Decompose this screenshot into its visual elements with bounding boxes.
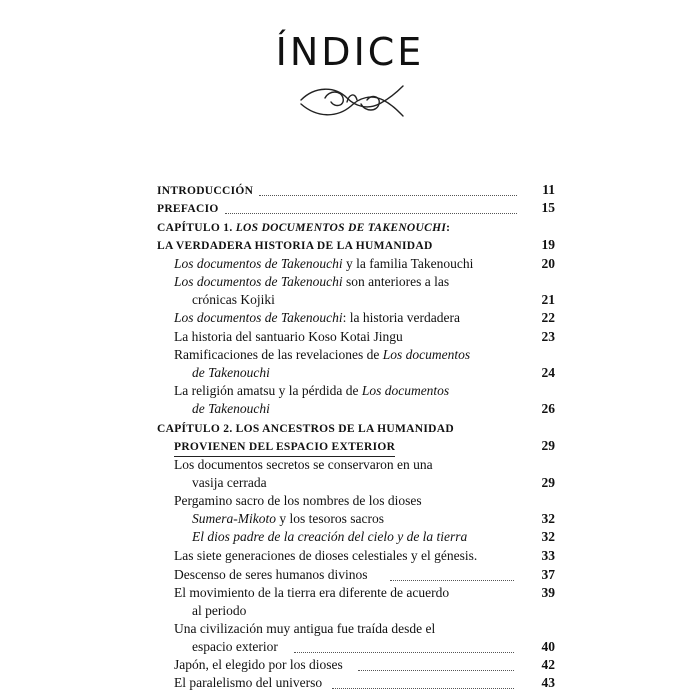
toc-page-number: 39	[541, 585, 555, 600]
toc-page-number: 21	[541, 292, 555, 307]
dot-leader	[259, 195, 517, 196]
toc-page-number: 33	[541, 548, 555, 563]
dot-leader	[225, 213, 517, 214]
toc-entry-label: Los documentos secretos se conservaron en una	[174, 457, 433, 472]
toc-page-number: 43	[541, 675, 555, 690]
toc-entry-label: Sumera-Mikoto y los tesoros sacros	[192, 511, 384, 526]
toc-page-number: 22	[541, 310, 555, 325]
toc-page-number: 23	[541, 329, 555, 344]
toc-entry-label: CAPÍTULO 1. LOS DOCUMENTOS DE TAKENOUCHI:	[157, 222, 451, 234]
toc-entry[interactable]	[174, 273, 514, 291]
toc-entry[interactable]	[174, 547, 555, 565]
toc-page-number: 32	[541, 511, 555, 526]
toc-entry-label: Descenso de seres humanos divinos	[174, 567, 368, 582]
toc-entry-label: La religión amatsu y la pérdida de Los documentos	[174, 383, 450, 398]
toc-entry-prefacio[interactable]	[157, 199, 555, 217]
toc-entry[interactable]	[174, 456, 514, 474]
toc-page-number: 32	[541, 529, 555, 544]
toc-page-number: 40	[541, 639, 555, 654]
toc-entry-continuation[interactable]	[192, 400, 555, 418]
toc-page-number: 19	[541, 237, 555, 252]
toc-page-number: 29	[541, 438, 555, 453]
toc-entry-label: PROVIENEN DEL ESPACIO EXTERIOR	[174, 438, 395, 457]
toc-entry-label: Una civilización muy antigua fue traída desde el	[174, 621, 436, 636]
toc-entry-label: El movimiento de la tierra era diferente de acuerdo	[174, 585, 450, 600]
toc-entry-label: La historia del santuario Koso Kotai Jingu	[174, 329, 403, 344]
page-title: ÍNDICE	[275, 30, 425, 74]
toc-entry-label: Los documentos de Takenouchi son anteriores a las	[174, 274, 450, 289]
dot-leader	[294, 652, 514, 653]
toc-entry-label: El dios padre de la creación del cielo y de la tierra	[192, 529, 468, 544]
toc-entry-label: Las siete generaciones de dioses celestiales y el génesis.	[174, 548, 478, 563]
toc-entry-label: Los documentos de Takenouchi: la historia verdadera	[174, 310, 460, 325]
toc-entry[interactable]	[174, 566, 555, 584]
toc-entry-label: LA VERDADERA HISTORIA DE LA HUMANIDAD	[157, 240, 433, 252]
toc-entry-label: vasija cerrada	[192, 475, 267, 490]
toc-entry-continuation[interactable]	[192, 638, 555, 656]
toc-entry[interactable]	[174, 382, 514, 400]
toc-entry[interactable]	[174, 328, 555, 346]
toc-page-number: 20	[541, 256, 555, 271]
toc-entry-label: de Takenouchi	[192, 365, 270, 380]
toc-entry-label: Los documentos de Takenouchi y la familia Takenouchi	[174, 256, 474, 271]
toc-entry[interactable]	[174, 584, 555, 602]
toc-entry-label: espacio exterior	[192, 639, 278, 654]
toc-page-number: 11	[542, 182, 555, 197]
toc-page-number: 15	[541, 200, 555, 215]
toc-entry[interactable]	[174, 346, 514, 364]
toc-entry-label: Pergamino sacro de los nombres de los dioses	[174, 493, 422, 508]
toc-entry-continuation[interactable]	[192, 364, 555, 382]
toc-entry-label: PREFACIO	[157, 203, 219, 215]
toc-page-number: 26	[541, 401, 555, 416]
toc-entry-label: INTRODUCCIÓN	[157, 185, 254, 197]
toc-page-number: 24	[541, 365, 555, 380]
dot-leader	[332, 688, 514, 689]
toc-page-number: 42	[541, 657, 555, 672]
toc-chapter-2-heading[interactable]	[157, 419, 512, 437]
toc-entry-label: Japón, el elegido por los dioses	[174, 657, 343, 672]
toc-entry[interactable]	[174, 656, 555, 674]
toc-chapter-1-heading[interactable]	[157, 218, 512, 236]
toc-entry-label: al periodo	[192, 603, 247, 618]
toc-page-number: 29	[541, 475, 555, 490]
toc-entry[interactable]	[174, 309, 555, 327]
toc-entry-continuation[interactable]	[192, 474, 555, 492]
dot-leader	[390, 580, 514, 581]
toc-entry-sub[interactable]	[192, 528, 555, 546]
toc-entry[interactable]	[174, 492, 514, 510]
toc-entry[interactable]	[174, 620, 514, 638]
toc-chapter-2-title[interactable]	[174, 437, 555, 455]
toc-entry-label: CAPÍTULO 2. LOS ANCESTROS DE LA HUMANIDAD	[157, 423, 454, 435]
toc-entry-introduccion[interactable]	[157, 181, 555, 199]
toc-entry-label: Ramificaciones de las revelaciones de Los documentos	[174, 347, 471, 362]
toc-page-number: 37	[541, 567, 555, 582]
toc-entry[interactable]	[174, 255, 555, 273]
toc-entry-continuation[interactable]	[192, 291, 555, 309]
toc-entry[interactable]	[174, 674, 555, 692]
toc-chapter-1-title[interactable]	[157, 236, 555, 254]
toc-entry-continuation[interactable]	[192, 510, 555, 528]
toc-entry-label: de Takenouchi	[192, 401, 270, 416]
toc-entry-label: El paralelismo del universo	[174, 675, 323, 690]
toc-entry-label: crónicas Kojiki	[192, 292, 275, 307]
dot-leader	[358, 670, 514, 671]
toc-entry-continuation[interactable]	[192, 602, 514, 620]
